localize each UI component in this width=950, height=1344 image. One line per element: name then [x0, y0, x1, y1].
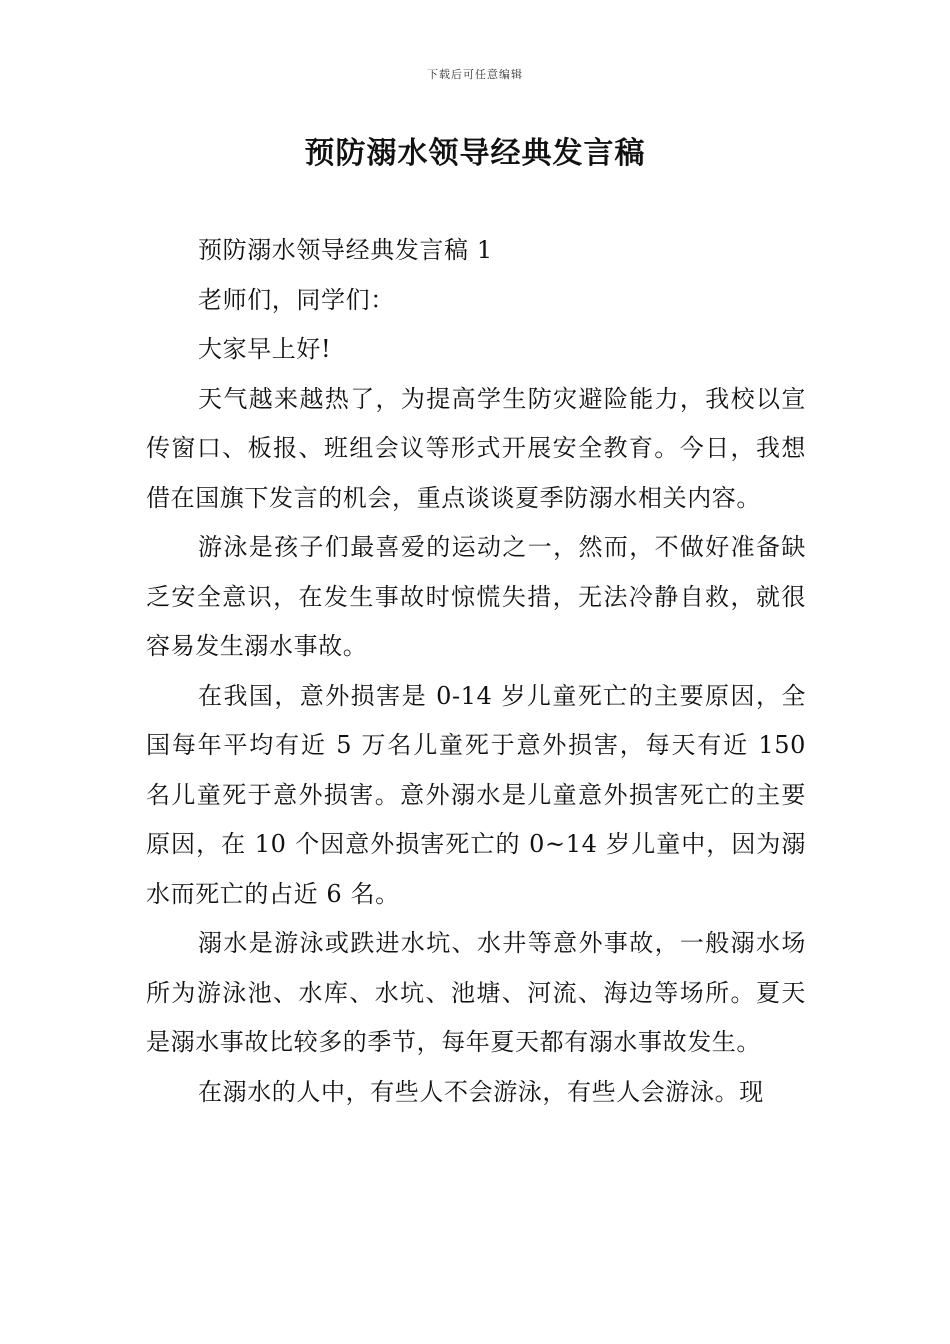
- paragraph-salutation: 老师们，同学们：: [198, 285, 395, 314]
- header-note: 下载后可任意编辑: [427, 68, 523, 81]
- paragraph-body: 溺水是游泳或跌进水坑、水井等意外事故，一般溺水场所为游泳池、水库、水坑、池塘、河流、海边等场所。夏天是溺水事故比较多的季节，每年夏天都有溺水事故发生。: [146, 929, 806, 1056]
- paragraph-body: 天气越来越热了，为提高学生防灾避险能力，我校以宣传窗口、板报、班组会议等形式开展安全教育。今日，我想借在国旗下发言的机会，重点谈谈夏季防溺水相关内容。: [146, 384, 806, 512]
- paragraph-subtitle: 预防溺水领导经典发言稿 1: [198, 236, 493, 264]
- paragraph-body: 游泳是孩子们最喜爱的运动之一，然而，不做好准备缺乏安全意识，在发生事故时惊慌失措，无法冷静自救，就很容易发生溺水事故。: [146, 533, 806, 660]
- paragraph-greeting: 大家早上好!: [198, 335, 332, 363]
- document-body: [146, 226, 806, 1117]
- document-title: 预防溺水领导经典发言稿: [304, 136, 646, 171]
- paragraph-body: 在我国，意外损害是 0-14 岁儿童死亡的主要原因，全国每年平均有近 5 万名儿童死于意外损害，每天有近 150 名儿童死于意外损害。意外溺水是儿童意外损害死亡的主要原因，在 10 个因意外损害死亡的 0~14 岁儿童中，因为溺水而死亡的占近 6 名。: [146, 681, 806, 908]
- paragraph-body: 在溺水的人中，有些人不会游泳，有些人会游泳。现: [198, 1077, 764, 1106]
